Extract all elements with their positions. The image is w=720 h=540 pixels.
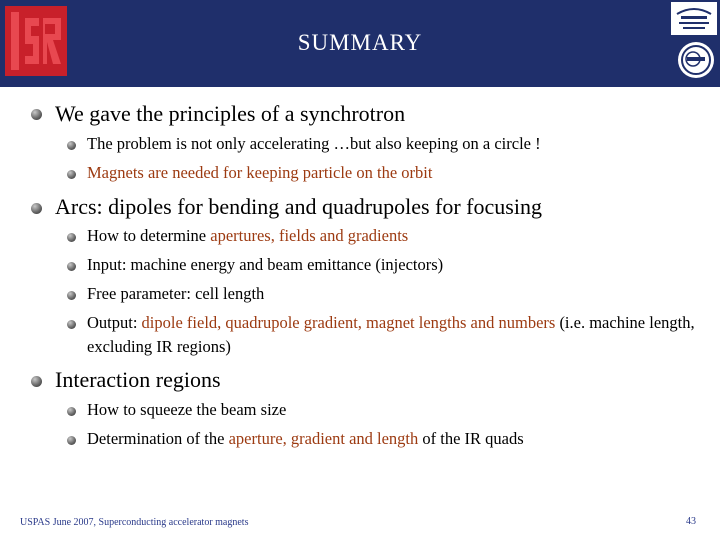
- bullet-icon: [67, 233, 76, 242]
- bullet-icon: [67, 262, 76, 271]
- bullet-icon: [67, 436, 76, 445]
- highlight-text: aperture, gradient and length: [228, 429, 419, 448]
- highlight-text: apertures, fields and gradients: [210, 226, 409, 245]
- sub-point: Output: dipole field, quadrupole gradient, magnet lengths and numbers (i.e. machine length, excluding IR regions): [87, 313, 695, 356]
- bullet-icon: [67, 320, 76, 329]
- sub-point: Determination of the aperture, gradient and length of the IR quads: [87, 429, 524, 448]
- slide-title: SUMMARY: [297, 30, 423, 55]
- bullet-icon: [31, 376, 42, 387]
- footer-text: USPAS June 2007, Superconducting accelerator magnets: [20, 517, 249, 528]
- bullet-icon: [31, 203, 42, 214]
- sub-point: How to determine apertures, fields and gradients: [87, 226, 409, 245]
- bullet-icon: [31, 109, 42, 120]
- summary-point: Interaction regions: [55, 367, 221, 392]
- sub-point: How to squeeze the beam size: [87, 400, 287, 419]
- page-number: 43: [686, 516, 696, 527]
- sub-point: Free parameter: cell length: [87, 284, 265, 303]
- summary-point: We gave the principles of a synchrotron: [55, 101, 406, 126]
- bullet-icon: [67, 407, 76, 416]
- slide-header: [0, 0, 720, 87]
- bullet-icon: [67, 141, 76, 150]
- summary-point: Arcs: dipoles for bending and quadrupoles for focusing: [55, 194, 542, 219]
- bullet-icon: [67, 291, 76, 300]
- sub-point: The problem is not only accelerating …but also keeping on a circle !: [87, 134, 541, 153]
- cern-logo-icon: [676, 40, 716, 80]
- highlight-text: dipole field, quadrupole gradient, magnet lengths and numbers: [141, 313, 556, 332]
- sub-point: Input: machine energy and beam emittance (injectors): [87, 255, 444, 274]
- institution-logo-icon: [671, 2, 717, 35]
- sub-point-highlight: Magnets are needed for keeping particle on the orbit: [87, 163, 433, 182]
- bullet-icon: [67, 170, 76, 179]
